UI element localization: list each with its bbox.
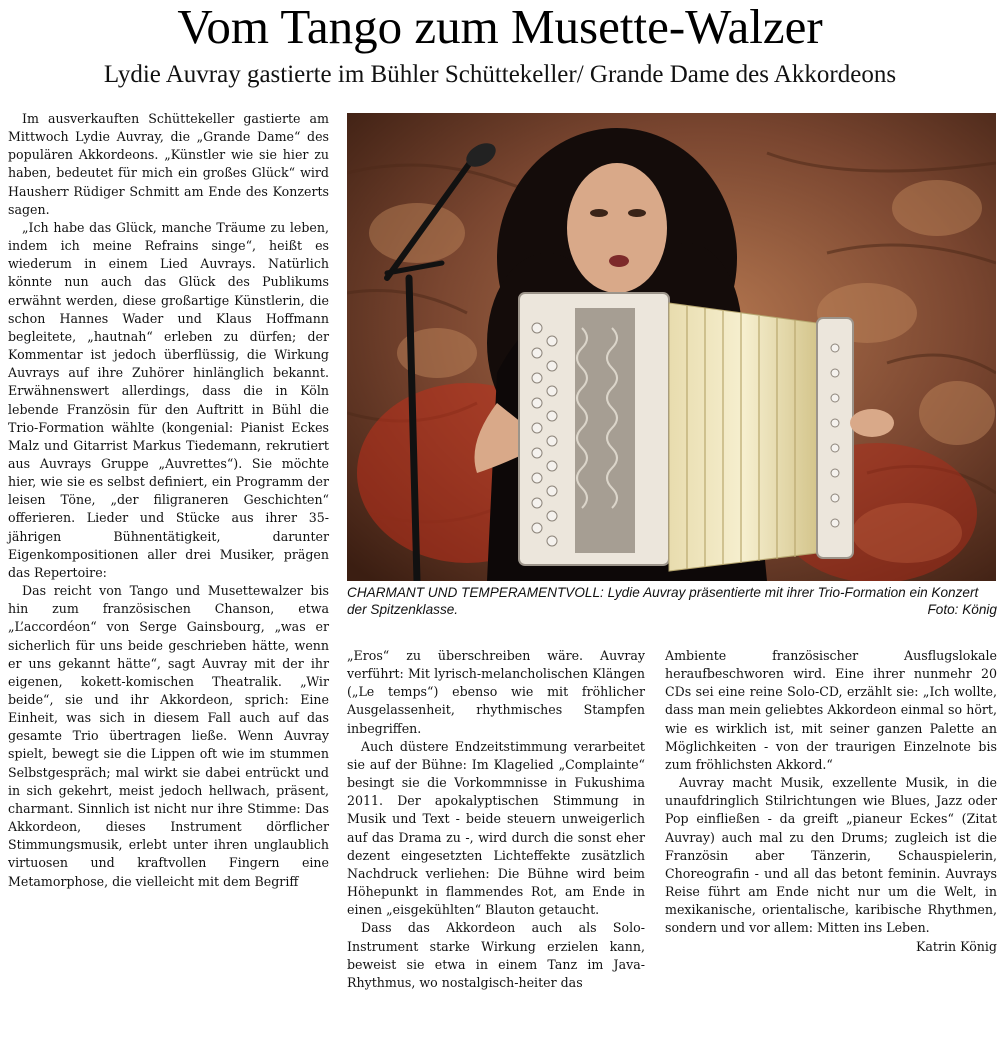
- subheadline: Lydie Auvray gastierte im Bühler Schüttekeller/ Grande Dame des Akkordeons: [103, 61, 897, 88]
- paragraph: Ambiente französischer Ausflugslokale heraufbeschworen wird. Eine ihrer nunmehr 20 CDs sei eine reine Solo-CD, erzählt sie: „Ich wollte, dass man mein geliebtes Akkordeon einmal so hört, wie es wirklich ist, mit seiner ganzen Palette an Möglichkeiten - von der traurigen Einzelnote bis zum fröhlichsten Akkord.“: [665, 648, 997, 772]
- paragraph: Im ausverkauften Schüttekeller gastierte am Mittwoch Lydie Auvray, die „Grande Dame“ des populären Akkordeons. „Künstler wie sie hier zu haben, bedeutet für mich ein großes Glück“ wird Hausherr Rüdiger Schmitt am Ende des Konzerts sagen.: [8, 111, 329, 217]
- paragraph: „Ich habe das Glück, manche Träume zu leben, indem ich meine Refrains singe“, heißt es wiederum in einem Lied Auvrays. Natürlich könnte nun auch das Glück des Publikums erwähnt werden, diese großartige Künstlerin, die schon Hannes Wader und Klaus Hoffmann begleitete, „hautnah“ erleben zu dürfen; der Kommentar ist jedoch überflüssig, die Wirkung Auvrays auf ihre Zuhörer hinlänglich bekannt. Erwähnenswert allerdings, dass die in Köln lebende Französin für den Auftritt in Bühl die Trio-Formation wählte (kongenial: Pianist Eckes Malz und Gitarrist Markus Tiedemann, rekrutiert aus Auvrays Gruppe „Auvrettes“). Sie möchte hier, wie sie es selbst definiert, ein Programm der leisen Töne, „der filigraneren Geschichten“ offerieren. Lieder und Stücke aus ihrer 35-jährigen Bühnentätigkeit, darunter Eigenkompositionen aller drei Musiker, prägen das Repertoire:: [8, 219, 329, 580]
- caption-text: CHARMANT UND TEMPERAMENTVOLL: Lydie Auvray präsentierte mit ihrer Trio-Formation ein Konzert der Spitzenklasse.: [347, 585, 979, 617]
- paragraph: Auch düstere Endzeitstimmung verarbeitet sie auf der Bühne: Im Klagelied „Complainte“ besingt sie die Vorkommnisse in Fukushima 2011. Der apokalyptischen Stimmung in Musik und Text - beide steuern unweigerlich auf das Drama zu -, wird durch die sonst eher dezent eingesetzten Lichteffekte zusätzlich Nachdruck verliehen: Die Bühne wird beim Höhepunkt in flammendes Rot, am Ende in einen „eisgekühlten“ Blauton getaucht.: [347, 738, 645, 918]
- concert-photo: [347, 113, 996, 581]
- paragraph: „Eros“ zu überschreiben wäre. Auvray verführt: Mit lyrisch-melancholischen Klängen („Le temps“) ebenso wie mit fröhlicher Ausgelassenheit, rhythmisches Stampfen inbegriffen.: [347, 648, 645, 736]
- headline: Vom Tango zum Musette-Walzer: [177, 0, 823, 54]
- article-column-1: [8, 110, 329, 891]
- author-name: Katrin König: [916, 938, 997, 954]
- paragraph: Das reicht von Tango und Musettewalzer bis hin zum französischen Chanson, etwa „L’accordéon“ von Serge Gainsbourg, „was er sicherlich für uns beide geschrieben hätte, wenn er uns gekannt hätte“, sagt Auvray mit der ihr eigenen, kokett-komischen Theatralik. „Wir beide“, sie und ihr Akkordeon, sprich: Eine Einheit, was sich in diesem Fall auch auf das gesamte Trio übertragen ließe. Wenn Auvray spielt, bewegt sie die Lippen oft wie im stummen Selbstgespräch; mal wirkt sie dabei entrückt und in sich gekehrt, meist jedoch hellwach, präsent, charmant. Sinnlich ist nicht nur ihre Stimme: Das Akkordeon, dieses Instrument dörflicher Stimmungsmusik, erlebt unter ihren unglaublich virtuosen und kraftvollen Fingern eine Metamorphose, die vielleicht mit dem Begriff: [8, 583, 329, 889]
- article-column-3: [665, 647, 997, 956]
- paragraph: Dass das Akkordeon auch als Solo-Instrument starke Wirkung erzielen kann, beweist sie etwa in einem Tanz im Java-Rhythmus, wo nostalgisch-heiter das: [347, 920, 645, 990]
- article-column-2: [347, 647, 645, 992]
- paragraph: Auvray macht Musik, exzellente Musik, in die unaufdringlich Stilrichtungen wie Blues, Jazz oder Pop einfließen - da greift „pianeur Eckes“ (Zitat Auvray) auch mal zu den Drums; zugleich ist die Französin aber Tänzerin, Schauspielerin, Choreografin - und all das betont feminin. Auvrays Reise führt am Ende nicht nur um die Welt, in mexikanische, orientalische, karibische Rhythmen, sondern und vor allem: Mitten ins Leben.: [665, 775, 997, 936]
- photo-credit: Foto: König: [927, 602, 997, 617]
- photo-caption: [347, 584, 997, 618]
